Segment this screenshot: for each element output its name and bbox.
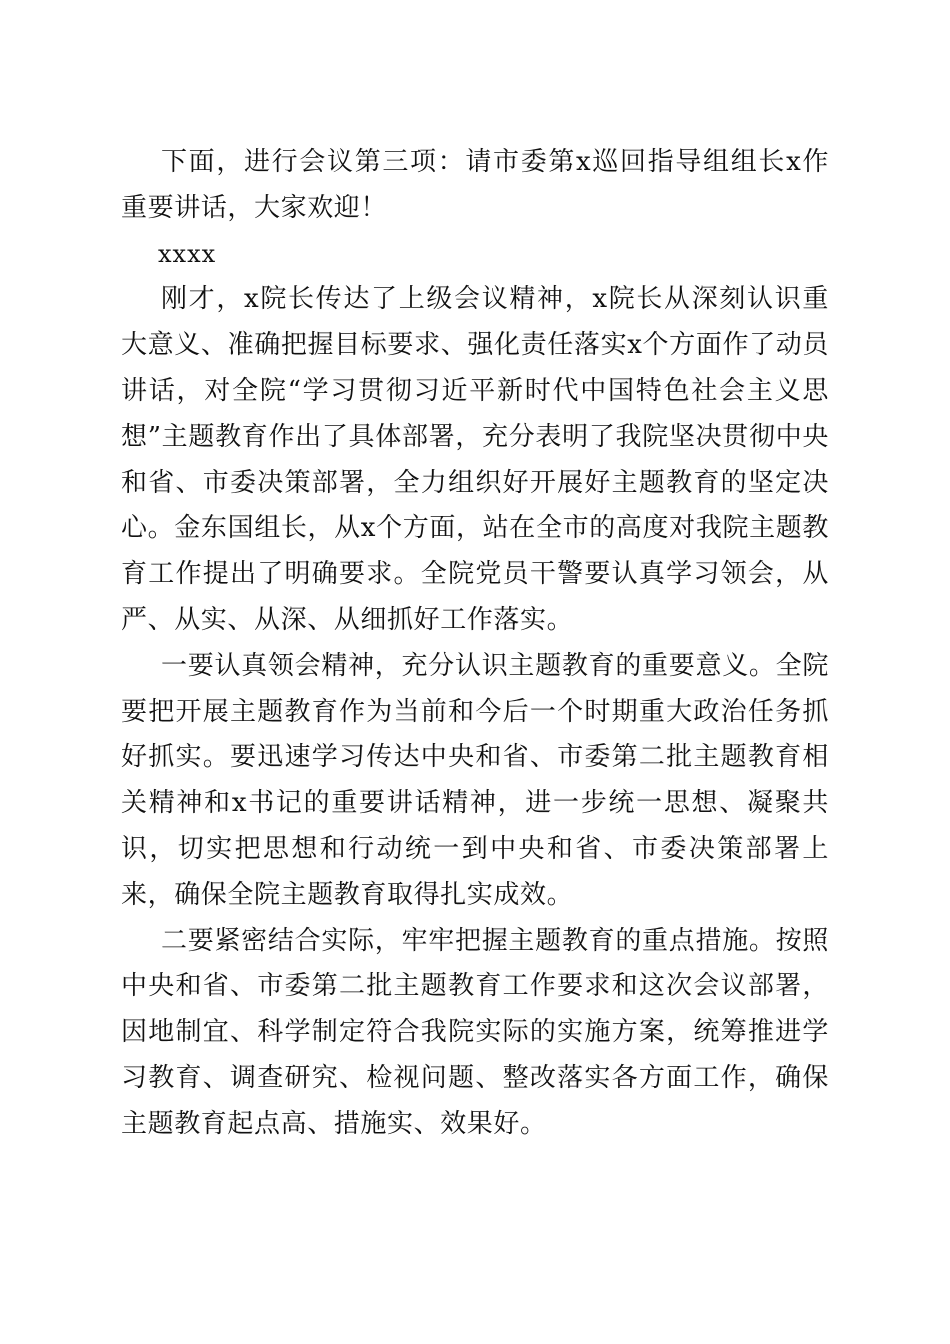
paragraph-point-one: 一要认真领会精神，充分认识主题教育的重要意义。全院要把开展主题教育作为当前和今后一个时期重大政治任务抓好抓实。要迅速学习传达中央和省、市委第二批主题教育相关精神和x书记的重要讲话精神，进一步统一思想、凝聚共识，切实把思想和行动统一到中央和省、市委决策部署上来，确保全院主题教育取得扎实成效。 <box>121 650 829 910</box>
paragraph-point-two: 二要紧密结合实际，牢牢把握主题教育的重点措施。按照中央和省、市委第二批主题教育工作要求和这次会议部署，因地制宜、科学制定符合我院实际的实施方案，统筹推进学习教育、调查研究、检视问题、整改落实各方面工作，确保主题教育起点高、措施实、效果好。 <box>121 925 829 1139</box>
document-body <box>121 140 829 1148</box>
paragraph-announcement: 下面，进行会议第三项：请市委第x巡回指导组组长x作重要讲话，大家欢迎！ <box>121 147 829 223</box>
speaker-name: xxxx <box>158 239 217 268</box>
paragraph-intro: 刚才，x院长传达了上级会议精神，x院长从深刻认识重大意义、准确把握目标要求、强化责任落实x个方面作了动员讲话，对全院“学习贯彻习近平新时代中国特色社会主义思想”主题教育作出了具体部署，充分表明了我院坚决贯彻中央和省、市委决策部署，全力组织好开展好主题教育的坚定决心。金东国组长，从x个方面，站在全市的高度对我院主题教育工作提出了明确要求。全院党员干警要认真学习领会，从严、从实、从深、从细抓好工作落实。 <box>121 284 829 635</box>
